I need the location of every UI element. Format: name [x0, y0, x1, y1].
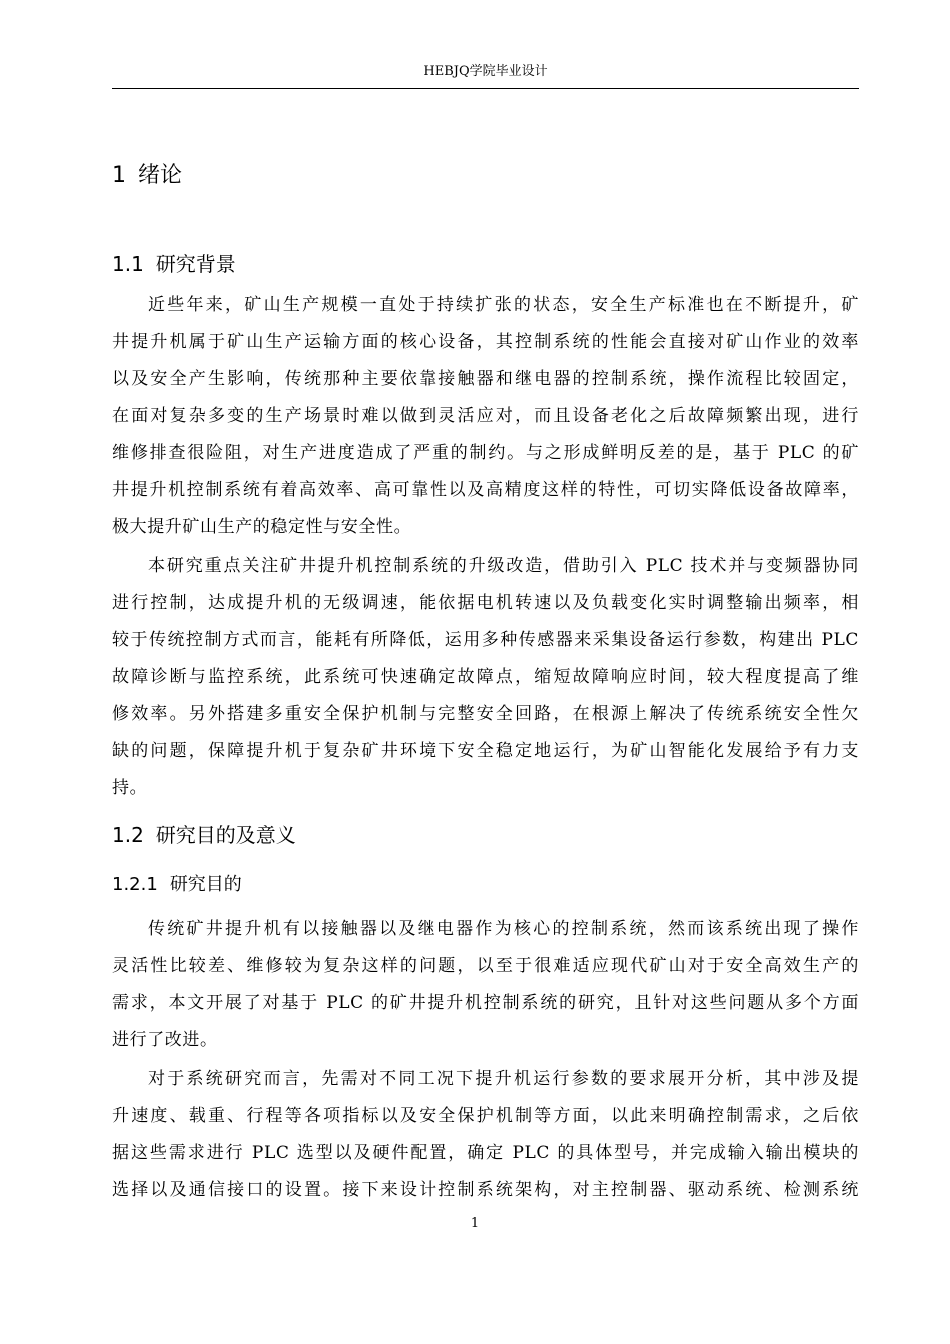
section-heading-1-2 [112, 819, 296, 851]
paragraph-line: 以及安全产生影响，传统那种主要依靠接触器和继电器的控制系统，操作流程比较固定， [112, 369, 859, 389]
paragraph-line: 修效率。另外搭建多重安全保护机制与完整安全回路，在根源上解决了传统系统安全性欠 [112, 704, 859, 724]
section-title: 研究目的及意义 [155, 823, 296, 847]
paragraph-background-2 [112, 548, 859, 807]
paragraph-line: 井提升机属于矿山生产运输方面的核心设备，其控制系统的性能会直接对矿山作业的效率 [112, 332, 859, 352]
page-number [0, 1214, 950, 1234]
paragraph-line: 维修排查很险阻，对生产进度造成了严重的制约。与之形成鲜明反差的是，基于 PLC 的矿 [112, 443, 859, 463]
paragraph-line: 近些年来，矿山生产规模一直处于持续扩张的状态，安全生产标准也在不断提升，矿 [148, 295, 859, 315]
chapter-heading [112, 158, 182, 194]
paragraph-line: 需求，本文开展了对基于 PLC 的矿井提升机控制系统的研究，且针对这些问题从多个方面 [112, 993, 859, 1013]
paragraph-line: 进行控制，达成提升机的无级调速，能依据电机转速以及负载变化实时调整输出频率，相 [112, 593, 859, 613]
chapter-number: 1 [112, 163, 126, 188]
paragraph-line: 传统矿井提升机有以接触器以及继电器作为核心的控制系统，然而该系统出现了操作 [148, 919, 859, 939]
section-number: 1.2 [112, 823, 144, 847]
paragraph-background-1 [112, 287, 859, 546]
paragraph-line: 极大提升矿山生产的稳定性与安全性。 [112, 517, 412, 537]
paragraph-line: 缺的问题，保障提升机于复杂矿井环境下安全稳定地运行，为矿山智能化发展给予有力支 [112, 741, 859, 761]
paragraph-line: 较于传统控制方式而言，能耗有所降低，运用多种传感器来采集设备运行参数，构建出 PLC [112, 630, 859, 650]
page-number-text: 1 [470, 1216, 480, 1231]
paragraph-line: 升速度、载重、行程等各项指标以及安全保护机制等方面，以此来明确控制需求，之后依 [112, 1106, 859, 1126]
paragraph-line: 选择以及通信接口的设置。接下来设计控制系统架构，对主控制器、驱动系统、检测系统 [112, 1180, 859, 1200]
paragraph-line: 灵活性比较差、维修较为复杂这样的问题，以至于很难适应现代矿山对于安全高效生产的 [112, 956, 859, 976]
running-header [112, 62, 859, 89]
section-title: 研究背景 [155, 252, 236, 276]
paragraph-line: 故障诊断与监控系统，此系统可快速确定故障点，缩短故障响应时间，较大程度提高了维 [112, 667, 859, 687]
paragraph-line: 据这些需求进行 PLC 选型以及硬件配置，确定 PLC 的具体型号，并完成输入输出模块的 [112, 1143, 859, 1163]
subsection-heading-1-2-1 [112, 870, 242, 900]
section-heading-1-1 [112, 248, 236, 280]
paragraph-purpose-1 [112, 911, 859, 1059]
paragraph-line: 在面对复杂多变的生产场景时难以做到灵活应对，而且设备老化之后故障频繁出现，进行 [112, 406, 859, 426]
paragraph-line: 对于系统研究而言，先需对不同工况下提升机运行参数的要求展开分析，其中涉及提 [148, 1069, 859, 1089]
paragraph-line: 本研究重点关注矿井提升机控制系统的升级改造，借助引入 PLC 技术并与变频器协同 [148, 556, 859, 576]
paragraph-line: 井提升机控制系统有着高效率、高可靠性以及高精度这样的特性，可切实降低设备故障率， [112, 480, 859, 500]
running-header-text: HEBJQ学院毕业设计 [423, 64, 548, 79]
chapter-title: 绪论 [138, 163, 183, 188]
subsection-number: 1.2.1 [112, 874, 158, 895]
paragraph-purpose-2 [112, 1061, 859, 1209]
section-number: 1.1 [112, 252, 144, 276]
paragraph-line: 进行了改进。 [112, 1030, 218, 1050]
subsection-title: 研究目的 [169, 874, 242, 895]
paragraph-line: 持。 [112, 778, 148, 798]
